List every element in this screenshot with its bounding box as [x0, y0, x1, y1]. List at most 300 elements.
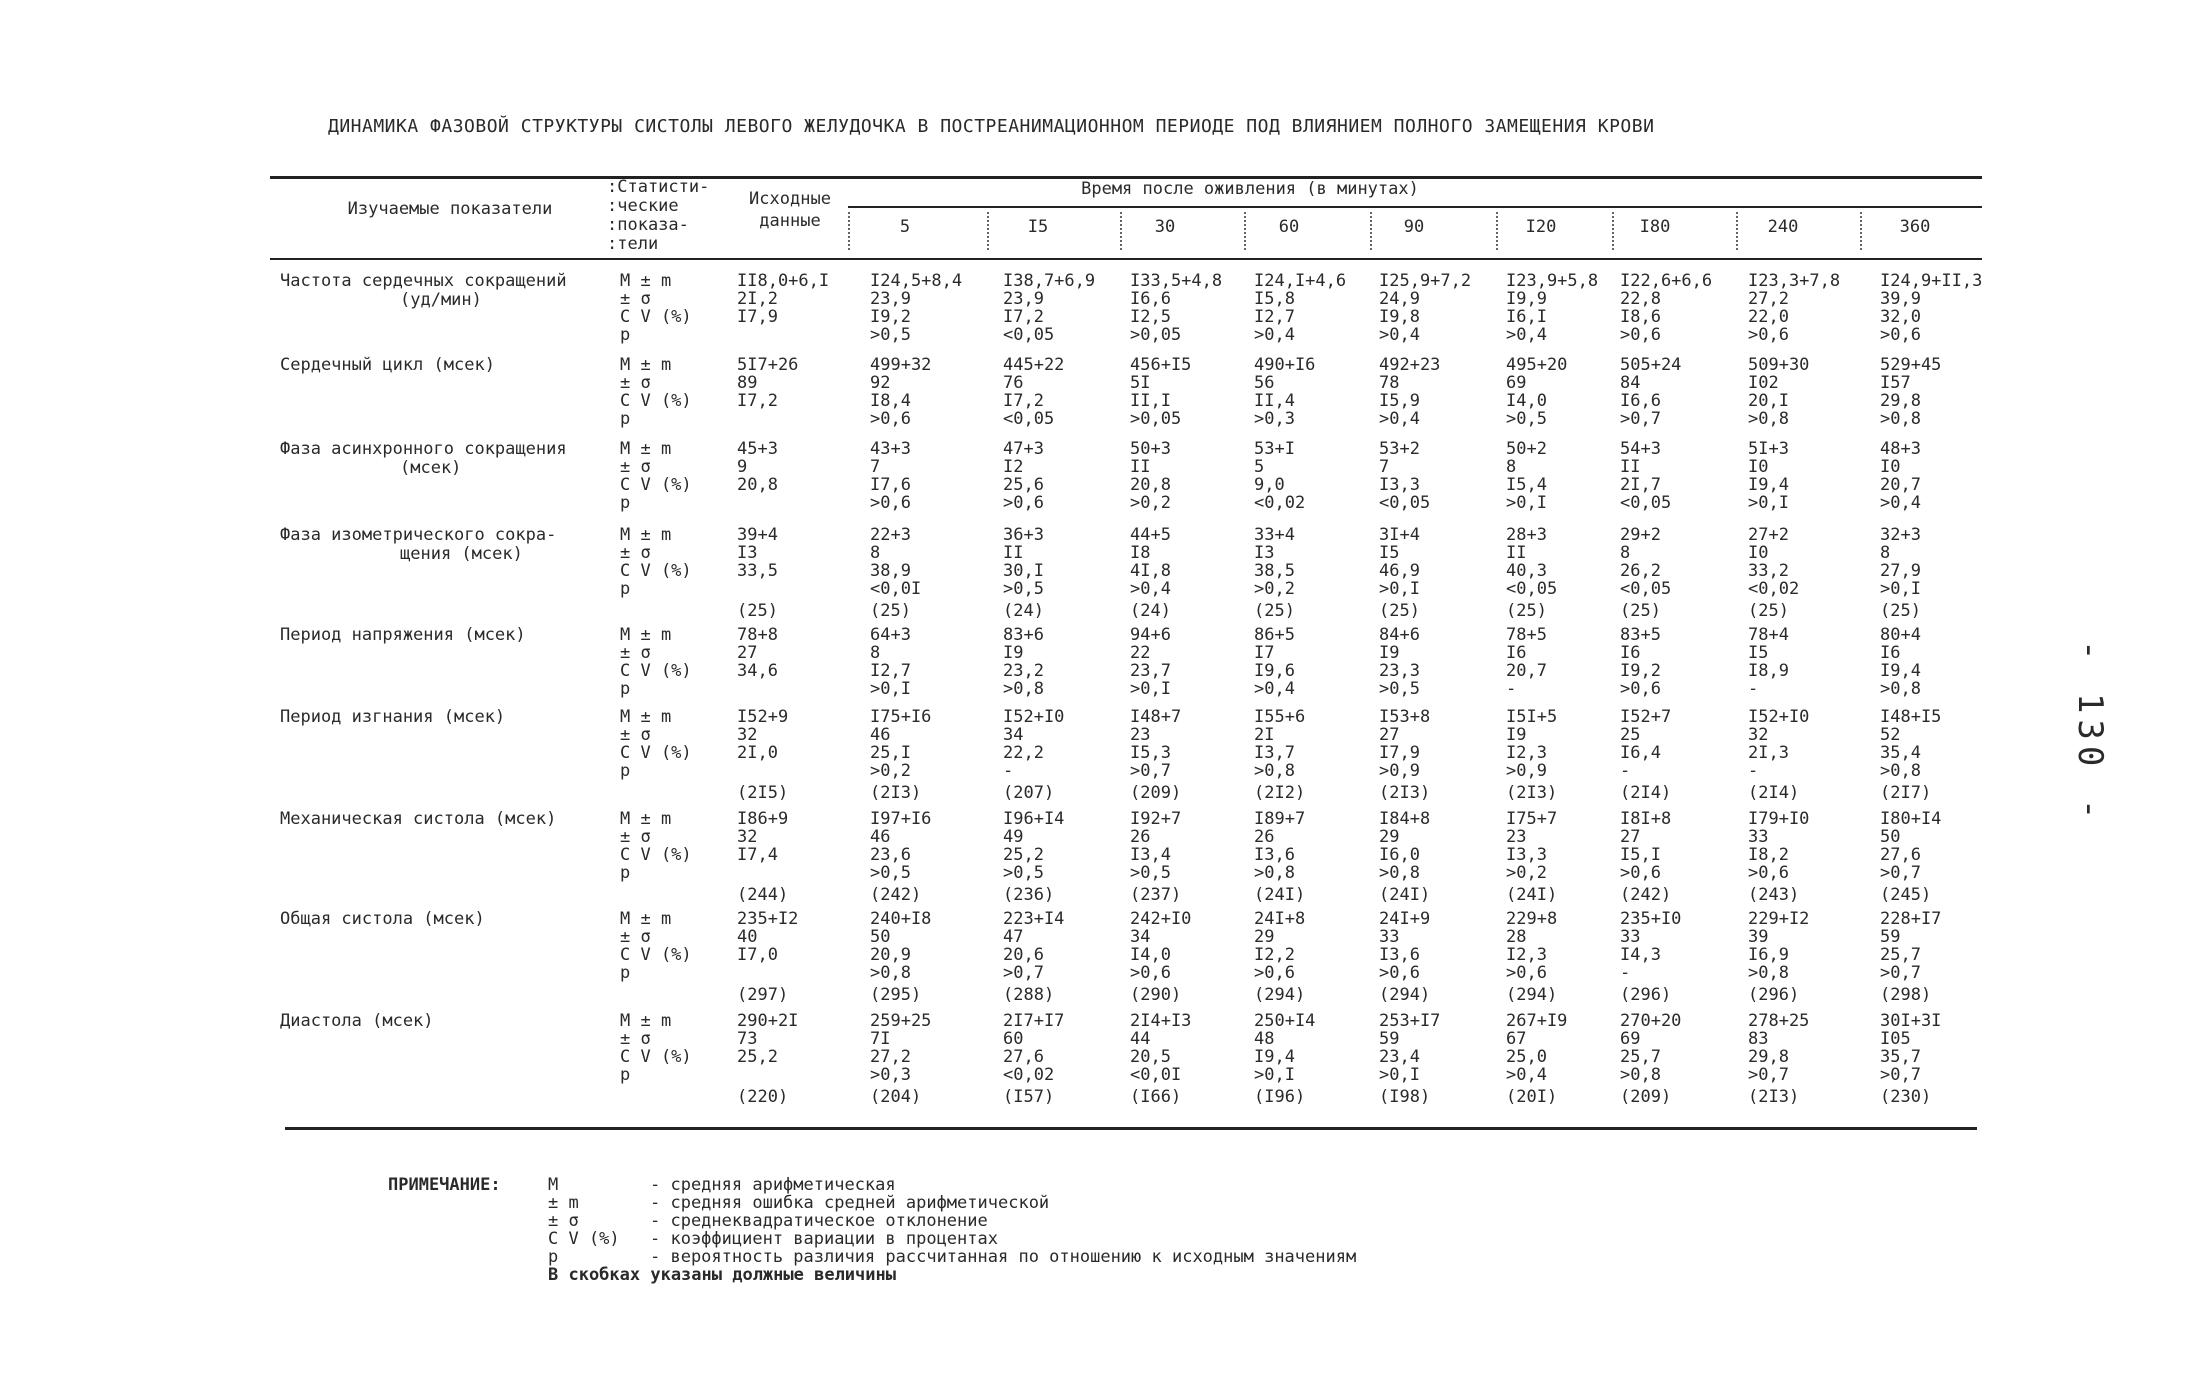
value-cell-line: (2I2) [1254, 783, 1306, 803]
value-cell-line: 23 [1506, 827, 1527, 847]
value-cell-line: (209) [1620, 1087, 1672, 1107]
baseline-cell-line [737, 410, 798, 428]
value-cell-line: 33 [1620, 927, 1641, 947]
value-cell-line: I4,0 [1506, 391, 1547, 411]
value-cell-line: 94+6 [1130, 625, 1171, 645]
value-cell [1130, 526, 1171, 620]
value-cell-line: I05 [1880, 1029, 1911, 1049]
value-cell-line: 69 [1620, 1029, 1641, 1049]
value-cell [1254, 356, 1315, 428]
value-cell-line: >0,6 [1620, 325, 1661, 345]
value-cell-line: (230) [1880, 1087, 1932, 1107]
value-cell-line: 495+20 [1506, 355, 1568, 375]
row-label [280, 440, 567, 478]
value-cell-line: <0,05 [1620, 579, 1672, 599]
value-cell-line: 46 [870, 725, 891, 745]
value-cell-line: (25) [1748, 601, 1789, 621]
value-cell-line: I2,2 [1254, 945, 1295, 965]
stat-symbol: M ± m [620, 707, 672, 727]
value-cell [870, 526, 921, 620]
time-header: I5 [1027, 217, 1049, 237]
value-cell-line: I9 [1379, 643, 1400, 663]
value-cell [1254, 1012, 1315, 1106]
value-cell-line: >0,4 [1506, 1065, 1547, 1085]
value-cell-line: >0,7 [1880, 863, 1921, 883]
time-header: I80 [1639, 217, 1671, 237]
value-cell [1748, 708, 1809, 802]
value-cell-line: I0 [1748, 543, 1769, 563]
value-cell-line: >0,9 [1379, 761, 1420, 781]
value-cell [1003, 440, 1044, 512]
value-cell-line: I9,6 [1254, 661, 1295, 681]
value-cell-line: 278+25 [1748, 1011, 1810, 1031]
value-cell-line: >0,5 [870, 863, 911, 883]
value-cell-line: 40,3 [1506, 561, 1547, 581]
stat-symbol: M ± m [620, 1011, 672, 1031]
value-cell-line: >0,6 [1506, 963, 1547, 983]
note-text: - коэффициент вариации в процентах [650, 1229, 998, 1249]
value-cell [1003, 708, 1064, 802]
baseline-cell-line [737, 762, 788, 780]
value-cell-line: 8 [870, 543, 881, 563]
value-cell-line: I5,I [1620, 845, 1661, 865]
stat-symbol: p [620, 963, 631, 983]
value-cell [1880, 440, 1921, 512]
value-cell-line: 29 [1379, 827, 1400, 847]
value-cell-line: (25) [1254, 601, 1295, 621]
value-cell-line: 30,I [1003, 561, 1044, 581]
note-symbol: p [548, 1247, 559, 1267]
value-cell-line: >0,7 [1003, 963, 1044, 983]
value-cell [1379, 1012, 1440, 1106]
value-cell-line: >0,6 [1003, 493, 1044, 513]
baseline-cell-line: (297) [737, 985, 789, 1005]
notes-heading: ПРИМЕЧАНИЕ: [388, 1175, 501, 1195]
value-cell-line: 20,6 [1003, 945, 1044, 965]
header-baseline [740, 188, 840, 232]
baseline-cell-line: 34,6 [737, 661, 778, 681]
value-cell-line: (207) [1003, 783, 1055, 803]
stat-symbol: ± σ [620, 289, 651, 309]
note-text: - средняя арифметическая [650, 1175, 896, 1195]
value-cell-line: 67 [1506, 1029, 1527, 1049]
baseline-cell-line: 20,8 [737, 475, 778, 495]
value-cell-line: <0,0I [1130, 1065, 1182, 1085]
value-cell-line: (243) [1748, 885, 1800, 905]
value-cell [1748, 910, 1809, 1004]
value-cell-line: 490+I6 [1254, 355, 1316, 375]
value-cell-line: 47+3 [1003, 439, 1044, 459]
value-cell-line: >0,8 [870, 963, 911, 983]
value-cell-line: >0,7 [1880, 1065, 1921, 1085]
value-cell-line: I2 [1003, 457, 1024, 477]
value-cell-line: (294) [1506, 985, 1558, 1005]
value-cell-line: 25 [1620, 725, 1641, 745]
value-cell-line: I7,9 [1379, 743, 1420, 763]
value-cell-line: >0,I [1130, 679, 1171, 699]
value-cell-line: 32+3 [1880, 525, 1921, 545]
value-cell [1130, 910, 1191, 1004]
value-cell-line: I8,6 [1620, 307, 1661, 327]
baseline-cell-line: 25,2 [737, 1047, 778, 1067]
value-cell-line: 27,2 [1748, 289, 1789, 309]
stat-symbol: p [620, 679, 631, 699]
stat-symbol: p [620, 579, 631, 599]
value-cell-line: 8 [1880, 543, 1891, 563]
header-baseline-line: данные [759, 211, 821, 231]
value-cell-line: I79+I0 [1748, 809, 1810, 829]
time-column-separator [1860, 212, 1862, 250]
value-cell-line: I24,I+4,6 [1254, 271, 1347, 291]
value-cell-line: >0,8 [1880, 679, 1921, 699]
baseline-cell [737, 1012, 798, 1106]
stat-symbols [620, 356, 692, 428]
value-cell-line: (295) [870, 985, 922, 1005]
baseline-cell-line: 73 [737, 1029, 758, 1049]
stat-symbol: ± σ [620, 457, 651, 477]
value-cell [1506, 1012, 1567, 1106]
value-cell [1748, 526, 1799, 620]
baseline-cell [737, 626, 778, 698]
value-cell [1254, 708, 1305, 802]
value-cell-line: >0,6 [1748, 863, 1789, 883]
value-cell-line: >0,I [1748, 493, 1789, 513]
value-cell-line: 50+2 [1506, 439, 1547, 459]
value-cell-line: 229+8 [1506, 909, 1558, 929]
baseline-cell [737, 910, 798, 1004]
value-cell-line: >0,7 [1880, 963, 1921, 983]
value-cell-line: >0,05 [1130, 325, 1182, 345]
value-cell-line: 35,4 [1880, 743, 1921, 763]
value-cell-line: (296) [1748, 985, 1800, 1005]
value-cell-line: I5,4 [1506, 475, 1547, 495]
value-cell-line: I8 [1130, 543, 1151, 563]
value-cell-line: 27 [1379, 725, 1400, 745]
value-cell-line: (294) [1379, 985, 1431, 1005]
value-cell-line: 39,9 [1880, 289, 1921, 309]
baseline-cell-line: 33,5 [737, 561, 778, 581]
value-cell-line: 7I [870, 1029, 891, 1049]
value-cell-line: 92 [870, 373, 891, 393]
value-cell-line: 8 [1506, 457, 1517, 477]
baseline-cell-line: 40 [737, 927, 758, 947]
value-cell-line: 267+I9 [1506, 1011, 1568, 1031]
value-cell-line: >0,I [870, 679, 911, 699]
value-cell-line: 23,3 [1379, 661, 1420, 681]
value-cell-line: >0,4 [1880, 493, 1921, 513]
baseline-cell-line: I86+9 [737, 809, 789, 829]
stat-symbols [620, 526, 692, 598]
value-cell-line: 83+6 [1003, 625, 1044, 645]
baseline-cell-line: I3 [737, 543, 758, 563]
value-cell-line: 24,9 [1379, 289, 1420, 309]
value-cell [1003, 910, 1064, 1004]
value-cell [1620, 272, 1712, 344]
value-cell-line: (2I7) [1880, 783, 1932, 803]
value-cell-line: I7,2 [1003, 307, 1044, 327]
value-cell-line: <0,05 [1506, 579, 1558, 599]
value-cell-line: (25) [870, 601, 911, 621]
baseline-cell-line: 45+3 [737, 439, 778, 459]
value-cell-line: 27,9 [1880, 561, 1921, 581]
value-cell-line: (24) [1003, 601, 1044, 621]
stat-symbol: p [620, 409, 631, 429]
value-cell-line: 259+25 [870, 1011, 932, 1031]
value-cell-line: 50 [870, 927, 891, 947]
value-cell-line: 32,0 [1880, 307, 1921, 327]
value-cell-line: I9,4 [1748, 475, 1789, 495]
value-cell [870, 272, 962, 344]
value-cell [1254, 272, 1346, 344]
value-cell-line: II [1003, 543, 1024, 563]
value-cell-line: 23,9 [870, 289, 911, 309]
value-cell-line: 23,6 [870, 845, 911, 865]
time-column-separator [848, 212, 850, 250]
stat-symbols [620, 708, 692, 780]
value-cell [1880, 1012, 1941, 1106]
stat-symbol: C V (%) [620, 391, 692, 411]
value-cell-line: 22,8 [1620, 289, 1661, 309]
time-header-rule [848, 206, 1982, 208]
baseline-cell-line: 32 [737, 827, 758, 847]
baseline-cell-line [737, 1066, 798, 1084]
baseline-cell-line: I52+9 [737, 707, 789, 727]
value-cell [870, 708, 931, 802]
value-cell-line: I2,5 [1130, 307, 1171, 327]
value-cell-line: I5,9 [1379, 391, 1420, 411]
baseline-cell-line: 89 [737, 373, 758, 393]
value-cell-line: 52 [1880, 725, 1901, 745]
baseline-cell-line: I7,2 [737, 391, 778, 411]
value-cell-line: I52+7 [1620, 707, 1672, 727]
value-cell-line: - [1003, 761, 1014, 781]
value-cell-line: 64+3 [870, 625, 911, 645]
baseline-cell-line: 27 [737, 643, 758, 663]
value-cell-line: 76 [1003, 373, 1024, 393]
baseline-cell-line: (244) [737, 885, 789, 905]
value-cell-line: (24I) [1379, 885, 1431, 905]
note-symbol: C V (%) [548, 1229, 620, 1249]
value-cell-line: 229+I2 [1748, 909, 1810, 929]
value-cell-line: >0,8 [1880, 409, 1921, 429]
value-cell-line: 2I4+I3 [1130, 1011, 1192, 1031]
value-cell-line: >0,2 [870, 761, 911, 781]
value-cell-line: 83+5 [1620, 625, 1661, 645]
value-cell-line: (2I4) [1748, 783, 1800, 803]
value-cell-line: I6,4 [1620, 743, 1661, 763]
value-cell-line: 505+24 [1620, 355, 1682, 375]
value-cell-line: >0,5 [1003, 579, 1044, 599]
stat-symbol: C V (%) [620, 561, 692, 581]
value-cell-line: >0,6 [1379, 963, 1420, 983]
value-cell-line: 22+3 [870, 525, 911, 545]
value-cell-line: II [1620, 457, 1641, 477]
value-cell-line: >0,05 [1130, 409, 1182, 429]
value-cell [1620, 708, 1671, 802]
value-cell-line: 53+2 [1379, 439, 1420, 459]
value-cell-line: (237) [1130, 885, 1182, 905]
value-cell-line: (2I3) [870, 783, 922, 803]
value-cell-line: (209) [1130, 783, 1182, 803]
stat-symbols [620, 272, 692, 344]
value-cell-line: II [1506, 543, 1527, 563]
value-cell-line: >0,5 [870, 325, 911, 345]
stat-symbols [620, 626, 692, 698]
time-header: 90 [1403, 217, 1425, 237]
value-cell-line: I4,0 [1130, 945, 1171, 965]
value-cell-line: (I57) [1003, 1087, 1055, 1107]
value-cell-line: 78+4 [1748, 625, 1789, 645]
value-cell-line: >0,4 [1379, 409, 1420, 429]
value-cell-line: II [1130, 457, 1151, 477]
value-cell [1254, 526, 1295, 620]
value-cell-line: >0,I [1880, 579, 1921, 599]
value-cell-line: 509+30 [1748, 355, 1810, 375]
row-label-line: Частота сердечных сокращений [280, 271, 567, 291]
value-cell-line: 33 [1748, 827, 1769, 847]
value-cell-line: 25,2 [1003, 845, 1044, 865]
value-cell-line: I8,2 [1748, 845, 1789, 865]
row-label [280, 810, 556, 829]
header-stats-line: :ческие [607, 196, 679, 216]
value-cell-line: >0,8 [1379, 863, 1420, 883]
value-cell-line: I5I+5 [1506, 707, 1558, 727]
value-cell-line: I23,3+7,8 [1748, 271, 1841, 291]
value-cell-line: (245) [1880, 885, 1932, 905]
row-label-line: Фаза изометрического сокра- [280, 525, 557, 545]
value-cell [1130, 708, 1181, 802]
row-label [280, 626, 526, 645]
value-cell-line: 20,I [1748, 391, 1789, 411]
value-cell-line: I25,9+7,2 [1379, 271, 1472, 291]
header-baseline-line: Исходные [749, 189, 831, 209]
value-cell-line: 20,5 [1130, 1047, 1171, 1067]
baseline-cell-line [737, 964, 798, 982]
value-cell [1620, 356, 1681, 428]
value-cell-line: (25) [1880, 601, 1921, 621]
value-cell-line: >0,3 [870, 1065, 911, 1085]
value-cell-line: >0,2 [1130, 493, 1171, 513]
value-cell-line: 35,7 [1880, 1047, 1921, 1067]
value-cell-line: (242) [1620, 885, 1672, 905]
stat-symbol: M ± m [620, 809, 672, 829]
row-label [280, 1012, 434, 1031]
value-cell-line: >0,8 [1748, 409, 1789, 429]
value-cell-line: >0,I [1254, 1065, 1295, 1085]
value-cell-line: I9,8 [1379, 307, 1420, 327]
value-cell-line: >0,4 [1506, 325, 1547, 345]
value-cell-line: 223+I4 [1003, 909, 1065, 929]
value-cell-line: (24) [1130, 601, 1171, 621]
value-cell-line: >0,I [1379, 1065, 1420, 1085]
value-cell-line: >0,6 [1254, 963, 1295, 983]
note-footer: В скобках указаны должные величины [548, 1265, 896, 1285]
value-cell-line: (20I) [1506, 1087, 1558, 1107]
value-cell-line: 29,8 [1880, 391, 1921, 411]
value-cell [1620, 810, 1671, 904]
value-cell [1880, 526, 1921, 620]
value-cell [1379, 440, 1430, 512]
value-cell-line: I8,4 [870, 391, 911, 411]
value-cell-line: I48+I5 [1880, 707, 1942, 727]
stat-symbol: M ± m [620, 525, 672, 545]
value-cell-line: I8I+8 [1620, 809, 1672, 829]
value-cell-line: (I98) [1379, 1087, 1431, 1107]
value-cell-line: (2I3) [1379, 783, 1431, 803]
value-cell-line: >0,5 [1003, 863, 1044, 883]
value-cell-line: (I96) [1254, 1087, 1306, 1107]
header-stats-line: :показа- [607, 215, 689, 235]
value-cell-line: I75+I6 [870, 707, 932, 727]
value-cell [1130, 440, 1171, 512]
header-time-after: Время после оживления (в минутах) [1081, 179, 1419, 199]
value-cell-line: >0,I [1506, 493, 1547, 513]
value-cell [1748, 1012, 1809, 1106]
value-cell-line: 4I,8 [1130, 561, 1171, 581]
value-cell-line: 23,4 [1379, 1047, 1420, 1067]
value-cell-line: 7 [870, 457, 881, 477]
stat-symbol: C V (%) [620, 475, 692, 495]
value-cell-line: 445+22 [1003, 355, 1065, 375]
stat-symbol: M ± m [620, 439, 672, 459]
baseline-cell-line: (25) [737, 601, 778, 621]
row-label [280, 272, 567, 310]
baseline-cell-line [737, 680, 778, 698]
value-cell-line: I22,6+6,6 [1620, 271, 1713, 291]
value-cell-line: 228+I7 [1880, 909, 1942, 929]
value-cell-line: >0,5 [1130, 863, 1171, 883]
value-cell-line: 240+I8 [870, 909, 932, 929]
value-cell-line: 60 [1003, 1029, 1024, 1049]
value-cell-line: I6,6 [1130, 289, 1171, 309]
value-cell-line: (2I3) [1506, 783, 1558, 803]
value-cell-line: I2,7 [1254, 307, 1295, 327]
value-cell-line: 7 [1379, 457, 1390, 477]
note-symbol: ± σ [548, 1211, 579, 1231]
value-cell-line: 30I+3I [1880, 1011, 1942, 1031]
page-number: - 130 - [2070, 640, 2110, 826]
value-cell [1003, 626, 1044, 698]
baseline-cell-line [737, 580, 778, 598]
time-header: 30 [1154, 217, 1176, 237]
value-cell-line: 5 [1254, 457, 1265, 477]
value-cell-line: >0,4 [1254, 679, 1295, 699]
row-label [280, 356, 495, 375]
value-cell-line: I7 [1254, 643, 1275, 663]
row-label-line: Сердечный цикл (мсек) [280, 355, 495, 375]
value-cell-line: 26,2 [1620, 561, 1661, 581]
value-cell-line: 44 [1130, 1029, 1151, 1049]
value-cell [1003, 272, 1095, 344]
value-cell-line: I53+8 [1379, 707, 1431, 727]
value-cell-line: >0,2 [1254, 579, 1295, 599]
value-cell [1379, 356, 1440, 428]
value-cell [1254, 910, 1305, 1004]
value-cell-line: >0,5 [1379, 679, 1420, 699]
value-cell-line: I6 [1880, 643, 1901, 663]
value-cell-line: 2I [1254, 725, 1275, 745]
value-cell-line: 25,I [870, 743, 911, 763]
value-cell-line: <0,0I [870, 579, 922, 599]
value-cell-line: I6 [1620, 643, 1641, 663]
baseline-cell [737, 272, 829, 344]
value-cell-line: (298) [1880, 985, 1932, 1005]
value-cell-line: 23,9 [1003, 289, 1044, 309]
stat-symbol: ± σ [620, 725, 651, 745]
value-cell-line: (24I) [1254, 885, 1306, 905]
value-cell-line: 29,8 [1748, 1047, 1789, 1067]
value-cell-line: - [1748, 761, 1759, 781]
